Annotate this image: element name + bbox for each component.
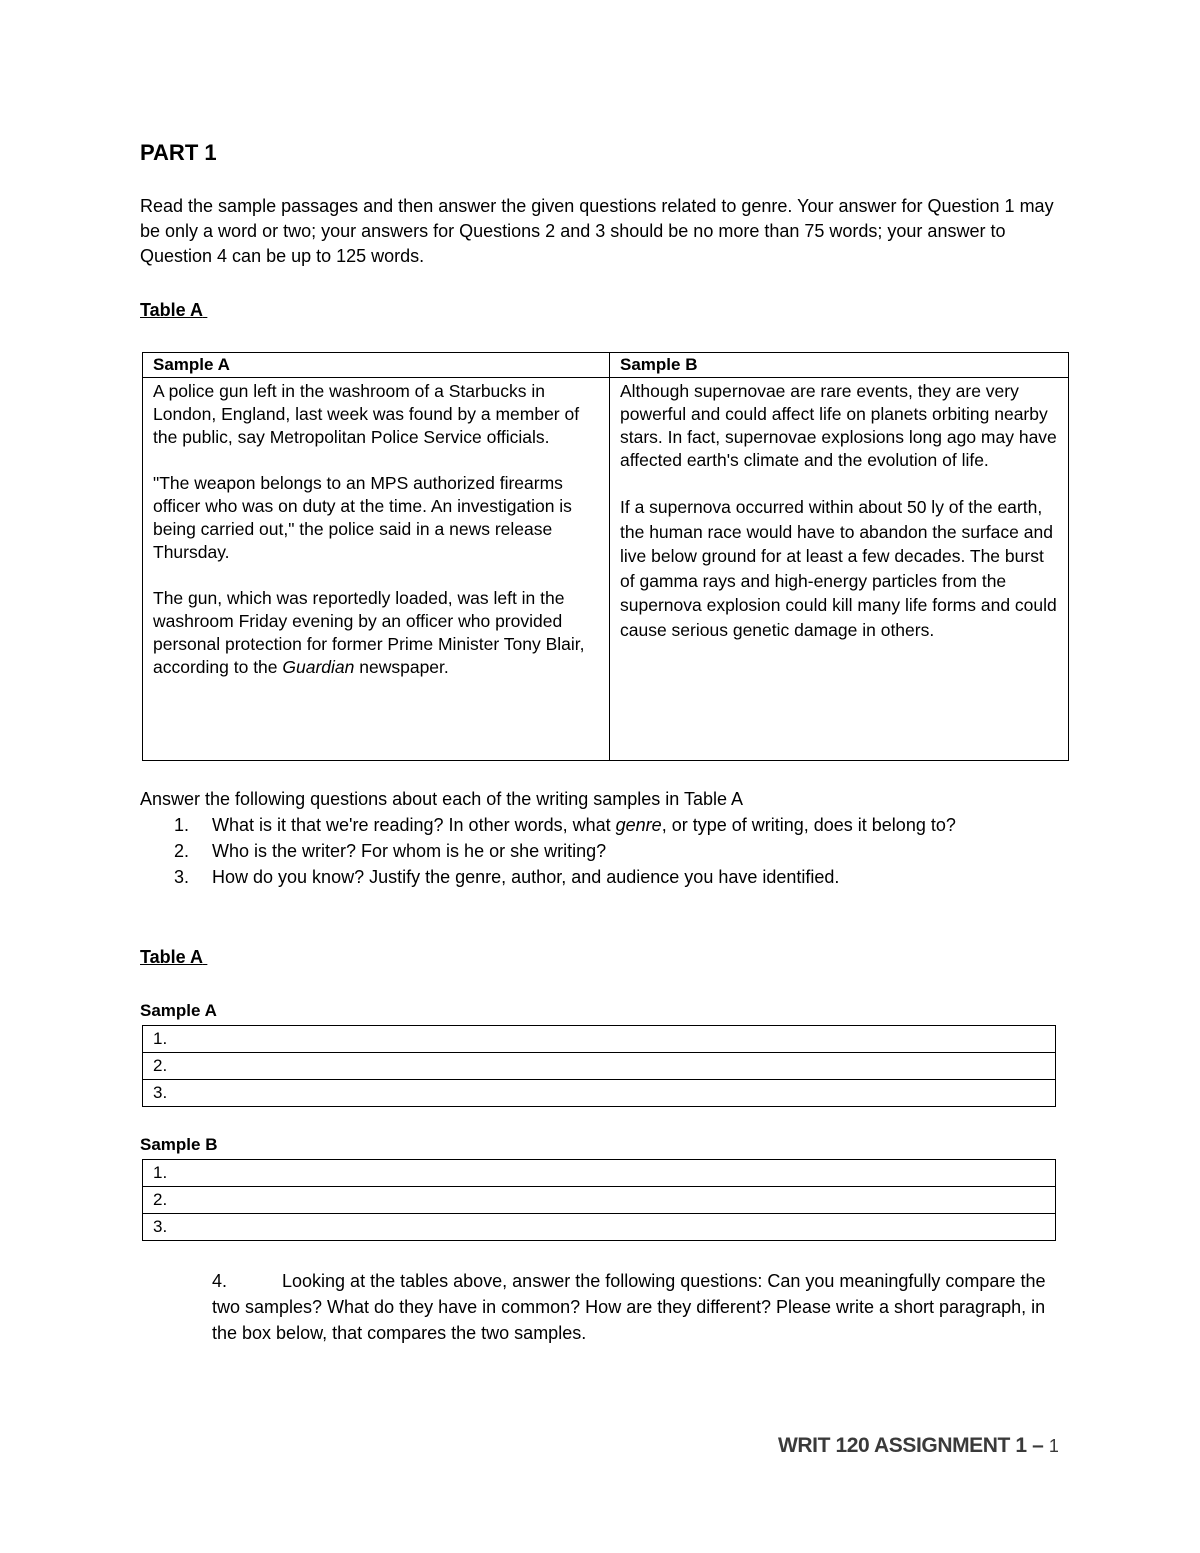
answers-table-heading	[140, 947, 207, 968]
sample-a-header: Sample A	[143, 353, 610, 378]
answer-cell-b-3[interactable]: 3.	[143, 1214, 1056, 1241]
question-2	[140, 838, 1060, 864]
sample-b-cell	[610, 378, 1069, 761]
question-1	[140, 812, 1060, 838]
answer-table-sample-a	[142, 1025, 1056, 1107]
samples-header-row	[143, 353, 1069, 378]
answer-cell-b-2[interactable]: 2.	[143, 1187, 1056, 1214]
genre-italic: genre	[615, 815, 662, 835]
answer-cell-b-1[interactable]: 1.	[143, 1160, 1056, 1187]
questions-intro: Answer the following questions about each of the writing samples in Table A	[140, 789, 744, 809]
sample-a-p3-text: The gun, which was reportedly loaded, was left in the washroom Friday evening by an officer who provided personal protection for former Prime Minister Tony Blair, according to the	[153, 588, 585, 677]
table-a-heading	[140, 300, 207, 321]
answer-table-sample-b	[142, 1159, 1056, 1241]
sample-b-paragraph-2: If a supernova occurred within about 50 ly of the earth, the human race would have to abandon the surface and live below ground for at least a few decades. The burst of gamma rays and high-energy particles from the supernova explosion could kill many life forms and could cause serious genetic damage in others.	[620, 497, 1057, 640]
question-1-text-end: , or type of writing, does it belong to?	[661, 815, 956, 835]
guardian-italic: Guardian	[282, 657, 355, 677]
answer-row[interactable]	[143, 1160, 1056, 1187]
question-3	[140, 864, 1060, 890]
page-footer	[778, 1434, 1058, 1458]
samples-table	[142, 352, 1069, 761]
question-3-text: How do you know? Justify the genre, author, and audience you have identified.	[212, 867, 840, 887]
questions-list	[140, 812, 1060, 890]
answer-row[interactable]	[143, 1187, 1056, 1214]
answer-cell-a-2[interactable]: 2.	[143, 1053, 1056, 1080]
question-1-number: 1.	[174, 815, 190, 835]
table-a-heading-text: Table A	[140, 300, 203, 320]
sample-a-paragraph-2: "The weapon belongs to an MPS authorized firearms officer who was on duty at the time. An investigation is being carried out," the police said in a news release Thursday.	[153, 473, 572, 562]
footer-page-number: 1	[1048, 1436, 1059, 1456]
sample-b-paragraph-1: Although supernovae are rare events, they are very powerful and could affect life on planets orbiting nearby stars. In fact, supernovae explosions long ago may have affected earth's climate and the evolution of life.	[620, 381, 1057, 470]
question-1-text: What is it that we're reading? In other words, what	[212, 815, 616, 835]
answer-row[interactable]	[143, 1214, 1056, 1241]
answer-sample-b-label: Sample B	[140, 1135, 218, 1154]
samples-body-row	[143, 378, 1069, 761]
instructions-paragraph: Read the sample passages and then answer the given questions related to genre. Your answer for Question 1 may be only a word or two; your answers for Questions 2 and 3 should be no more than 75 words; your answer to Question 4 can be up to 125 words.	[140, 196, 1054, 266]
question-4-number: 4.	[212, 1271, 228, 1291]
question-2-number: 2.	[174, 841, 190, 861]
part-title: PART 1	[140, 140, 217, 165]
question-2-text: Who is the writer? For whom is he or she writing?	[212, 841, 607, 861]
question-3-number: 3.	[174, 867, 190, 887]
answer-row[interactable]	[143, 1080, 1056, 1107]
sample-b-header: Sample B	[610, 353, 1069, 378]
question-4	[212, 1268, 1062, 1346]
footer-title: WRIT 120 ASSIGNMENT 1 –	[778, 1434, 1044, 1457]
answer-row[interactable]	[143, 1053, 1056, 1080]
answer-row[interactable]	[143, 1026, 1056, 1053]
sample-a-paragraph-1: A police gun left in the washroom of a Starbucks in London, England, last week was found by a member of the public, say Metropolitan Police Service officials.	[153, 381, 580, 447]
answer-cell-a-1[interactable]: 1.	[143, 1026, 1056, 1053]
answer-cell-a-3[interactable]: 3.	[143, 1080, 1056, 1107]
sample-a-p3-end: newspaper.	[354, 657, 449, 677]
answer-sample-a-label: Sample A	[140, 1001, 217, 1020]
question-4-text: Looking at the tables above, answer the following questions: Can you meaningfully compare the two samples? What do they have in common? How are they different? Please write a short paragraph, in the box below, that compares the two samples.	[212, 1271, 1046, 1343]
sample-a-cell	[143, 378, 610, 761]
answers-table-heading-text: Table A	[140, 947, 203, 967]
sample-a-paragraph-3	[153, 587, 599, 679]
